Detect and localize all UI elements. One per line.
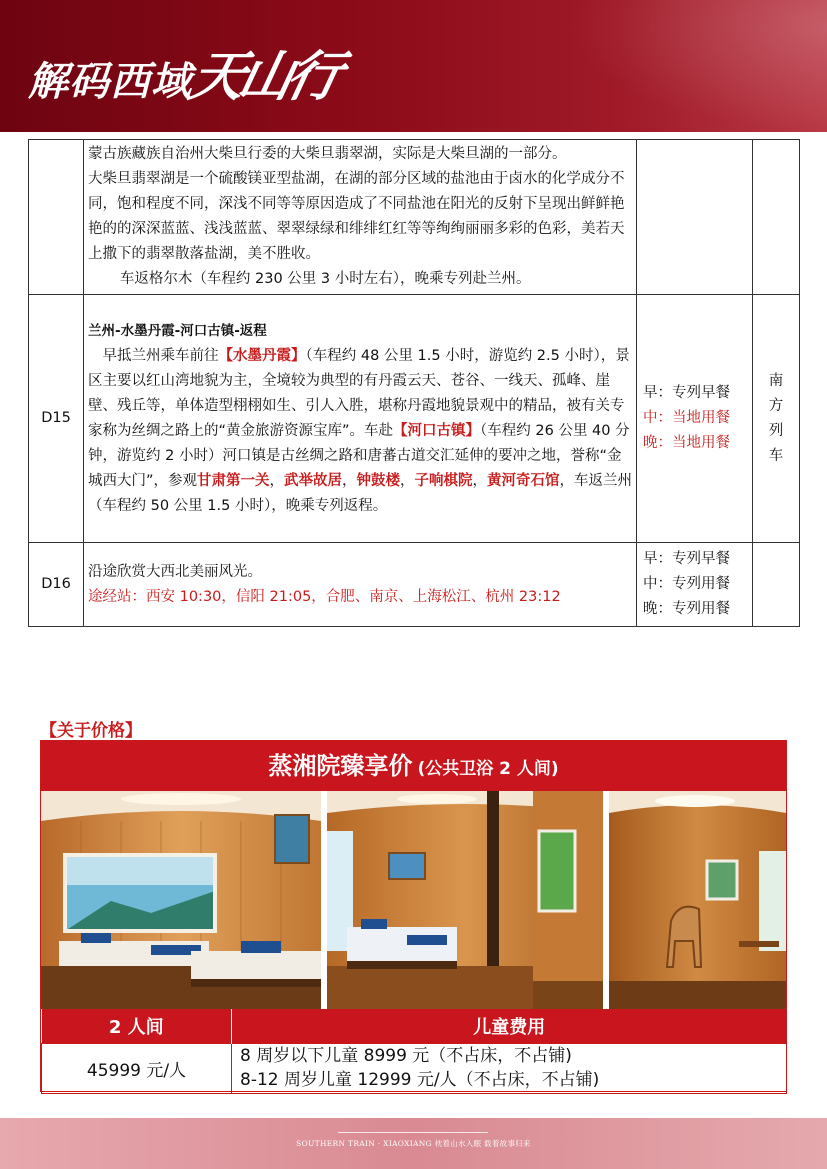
desc-paragraph: 大柴旦翡翠湖是一个硫酸镁亚型盐湖，在湖的部分区域的盐池由于卤水的化学成分不同，饱和程度不同，深浅不同等等原因造成了不同盐池在阳光的反射下呈现出鲜鲜艳艳的的深深蓝蓝、浅浅蓝蓝、翠翠绿绿和绯绯红红等等绚绚丽丽多彩的色彩，美若天上撒下的翡翠散落盐湖，美不胜收。 xyxy=(88,171,625,262)
footer-slogan: SOUTHERN TRAIN · XIAOXIANG 枕着山水入眠 载着故事归来 xyxy=(296,1139,531,1148)
site-name: 甘肃第一关 xyxy=(197,472,270,489)
page-header xyxy=(0,0,827,132)
meal-breakfast: 早：专列早餐 xyxy=(643,385,730,401)
page-footer xyxy=(0,1118,827,1169)
train-char: 南 xyxy=(768,372,784,389)
train-cell xyxy=(753,295,800,543)
col-header-children: 儿童费用 xyxy=(232,1009,787,1043)
price-section-label: 【关于价格】 xyxy=(40,721,142,741)
meal-cell xyxy=(637,140,753,295)
child-fee-line: 8 周岁以下儿童 8999 元（不占床，不占铺) xyxy=(240,1046,572,1066)
train-char: 列 xyxy=(768,422,784,439)
desc-text: （车程约 48 公里 1.5 小时，游览约 2.5 小时），景区主要以红山湾地貌为主，全境较为典型的有丹霞云天、苍谷、一线天、孤峰、崖壁、残丘等，单体造型栩栩如生、引人入胜，堪称丹霞地貌景观中的精品，被有关专家称为丝绸之路上的“黄金旅游资源宝库”。车赴 xyxy=(88,347,630,439)
highlight-attraction: 【河口古镇】 xyxy=(393,422,481,439)
col-header-room: 2 人间 xyxy=(42,1009,232,1043)
price-table xyxy=(41,1009,787,1094)
desc-return-line: 车返格尔木（车程约 230 公里 3 小时左右），晚乘专列赴兰州。 xyxy=(119,271,531,287)
meal-cell xyxy=(637,543,753,627)
highlight-attraction: 【水墨丹霞】 xyxy=(218,347,306,364)
logo-text-script: 天山行 xyxy=(184,44,343,108)
site-name: 子响棋院 xyxy=(414,472,473,489)
price-title-sub: (公共卫浴 2 人间) xyxy=(417,759,559,779)
meal-dinner: 晚：当地用餐 xyxy=(643,435,730,451)
day-cell xyxy=(29,140,84,295)
day-label: D16 xyxy=(29,543,84,627)
logo-text-main: 解码西域 xyxy=(28,58,192,105)
train-cell xyxy=(753,140,800,295)
site-name: 武举故居 xyxy=(284,472,343,489)
site-name: 钟鼓楼 xyxy=(356,472,401,489)
meal-lunch: 中：当地用餐 xyxy=(643,410,730,426)
footer-divider xyxy=(338,1132,488,1133)
room-photos xyxy=(41,791,786,1009)
description-cell xyxy=(84,295,637,543)
price-table-header xyxy=(42,1009,787,1043)
day-label: D15 xyxy=(29,295,84,543)
price-table-row xyxy=(42,1043,787,1093)
stops-line: 途经站：西安 10:30，信阳 21:05，合肥、南京、上海松江、杭州 23:12 xyxy=(88,588,561,605)
room-photo-chair xyxy=(609,791,786,1009)
meal-breakfast: 早：专列早餐 xyxy=(643,551,730,567)
desc-text: 早抵兰州乘车前往 xyxy=(102,347,219,364)
table-row-d15 xyxy=(29,295,800,543)
table-row-d14 xyxy=(29,140,800,295)
desc-text: （车程约 26 公里 40 分钟，游览约 2 小时）河口镇是古丝绸之路和唐蕃古道交汇延伸的要冲之地，誉称“金城西大门”，参观 xyxy=(88,422,630,489)
price-title-main: 蒸湘院臻享价 xyxy=(268,752,413,780)
child-fee-line: 8-12 周岁儿童 12999 元/人（不占床，不占铺) xyxy=(240,1070,600,1090)
price-amount: 45999 元/人 xyxy=(42,1043,232,1093)
itinerary-table xyxy=(28,139,800,627)
desc-line: 蒙古族藏族自治州大柴旦行委的大柴旦翡翠湖，实际是大柴旦湖的一部分。 xyxy=(88,146,567,162)
child-fees-cell xyxy=(232,1043,787,1093)
price-box xyxy=(40,740,787,1092)
desc-text: ，车返兰州（车程约 50 公里 1.5 小时），晚乘专列返程。 xyxy=(88,472,633,514)
train-char: 方 xyxy=(768,397,784,414)
site-name: 黄河奇石馆 xyxy=(487,472,560,489)
table-row-d16 xyxy=(29,543,800,627)
desc-paragraph: 早抵兰州乘车前往【水墨丹霞】（车程约 48 公里 1.5 小时，游览约 2.5 小时），景区主要以红山湾地貌为主，全境较为典型的有丹霞云天、苍谷、一线天、孤峰、崖壁、残丘等，单体造型栩栩如生、引人入胜，堪称丹霞地貌景观中的精品，被有关专家称为丝绸之路上的“黄金旅游资源宝库”。车赴【河口古镇】（车程约 26 公里 40 分钟，游览约 2 小时）河口镇是古丝绸之路和唐蕃古道交汇延伸的要冲之地，誉称“金城西大门”，参观甘肃第一关，武举故居，钟鼓楼，子响棋院，黄河奇石馆，车返兰州（车程约 50 公里 1.5 小时），晚乘专列返程。 xyxy=(88,347,633,514)
train-cell xyxy=(753,543,800,627)
description-cell xyxy=(84,140,637,295)
meal-lunch: 中：专列用餐 xyxy=(643,576,730,592)
meal-cell xyxy=(637,295,753,543)
day-title: 兰州-水墨丹霞-河口古镇-返程 xyxy=(88,322,267,339)
train-char: 车 xyxy=(768,447,784,464)
room-photo-corridor xyxy=(327,791,603,1009)
brand-logo xyxy=(28,34,343,111)
meal-dinner: 晚：专列用餐 xyxy=(643,601,730,617)
desc-line: 沿途欣赏大西北美丽风光。 xyxy=(88,563,262,580)
price-title xyxy=(41,741,786,791)
description-cell xyxy=(84,543,637,627)
room-photo-twin-beds xyxy=(41,791,321,1009)
